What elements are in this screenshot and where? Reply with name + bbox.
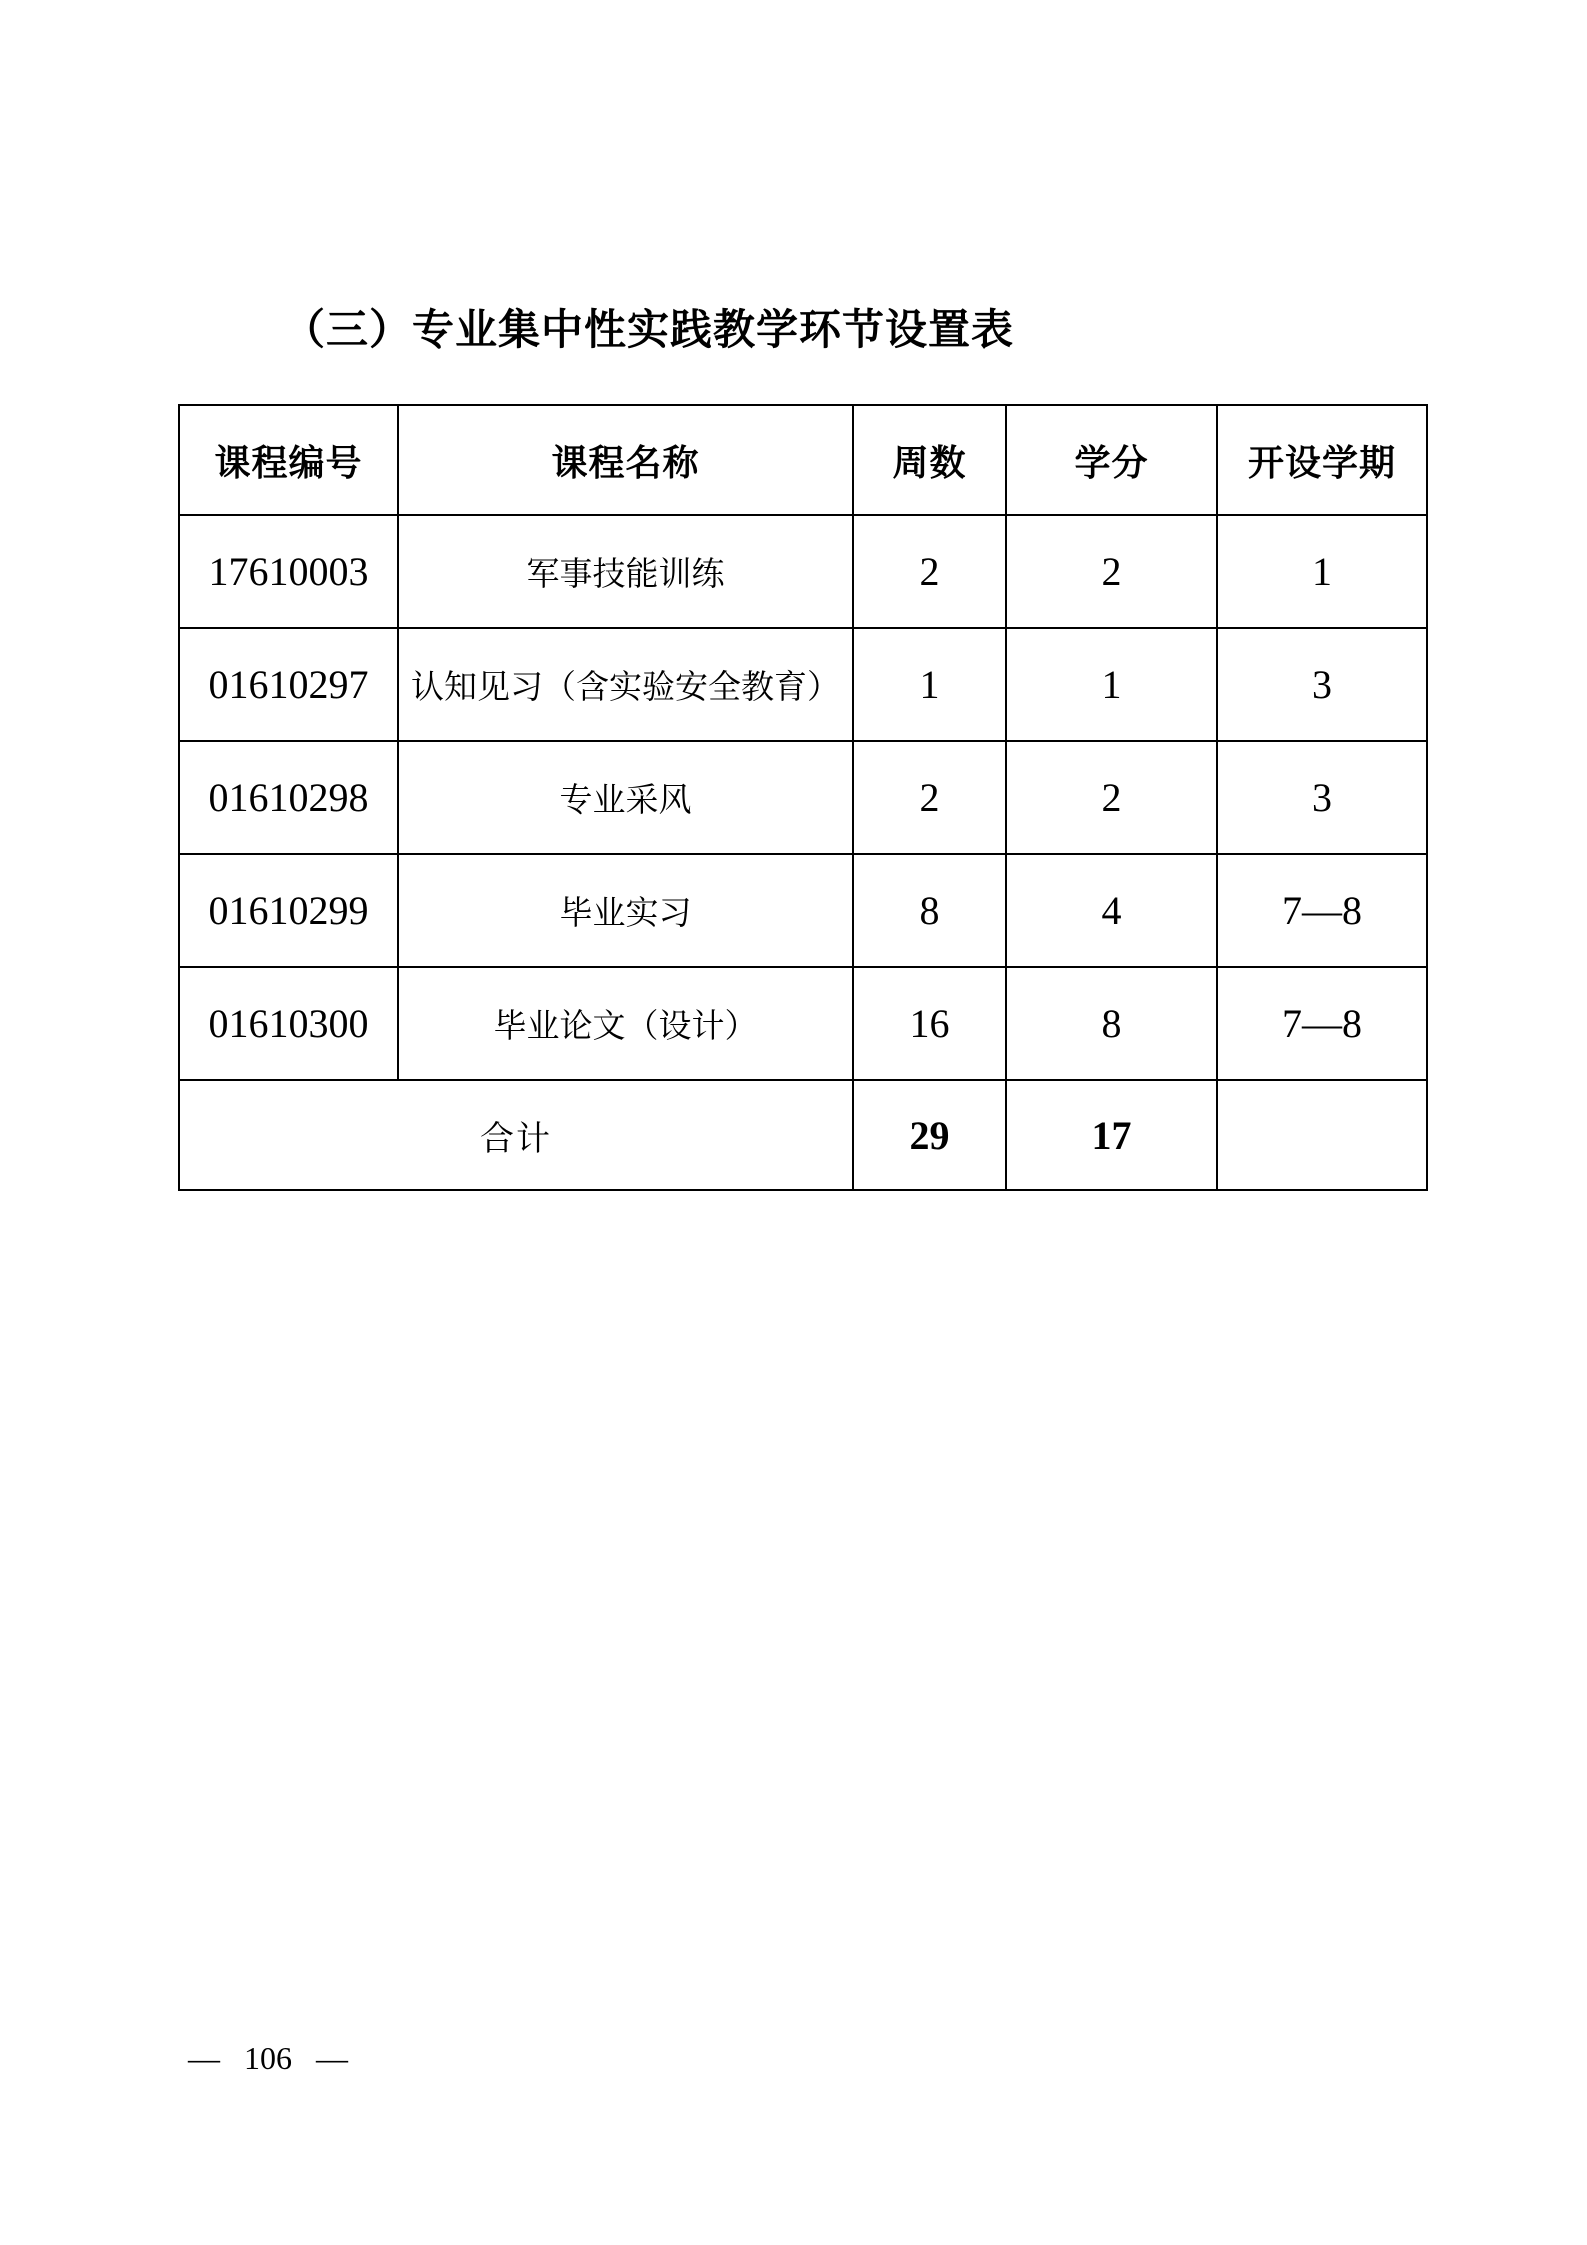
table-row	[179, 741, 1427, 854]
cell-semester: 3	[1217, 628, 1427, 741]
cell-weeks: 16	[853, 967, 1006, 1080]
cell-course-name: 军事技能训练	[398, 515, 853, 628]
cell-credits: 2	[1006, 515, 1217, 628]
table-total-row	[179, 1080, 1427, 1190]
cell-weeks: 2	[853, 741, 1006, 854]
cell-course-code: 01610299	[179, 854, 398, 967]
cell-course-code: 01610298	[179, 741, 398, 854]
practice-teaching-table	[178, 404, 1428, 1191]
cell-credits: 1	[1006, 628, 1217, 741]
cell-semester: 3	[1217, 741, 1427, 854]
cell-weeks: 8	[853, 854, 1006, 967]
cell-course-name: 毕业实习	[398, 854, 853, 967]
cell-credits: 4	[1006, 854, 1217, 967]
cell-credits: 8	[1006, 967, 1217, 1080]
cell-course-name: 认知见习（含实验安全教育）	[398, 628, 853, 741]
cell-course-name: 毕业论文（设计）	[398, 967, 853, 1080]
cell-course-code: 01610300	[179, 967, 398, 1080]
total-semester	[1217, 1080, 1427, 1190]
table-row	[179, 628, 1427, 741]
total-weeks: 29	[853, 1080, 1006, 1190]
cell-weeks: 2	[853, 515, 1006, 628]
cell-course-code: 01610297	[179, 628, 398, 741]
cell-semester: 1	[1217, 515, 1427, 628]
table-row	[179, 854, 1427, 967]
page-number: — 106 —	[188, 2040, 348, 2076]
section-title: （三）专业集中性实践教学环节设置表	[283, 308, 1015, 354]
cell-semester: 7—8	[1217, 967, 1427, 1080]
header-semester: 开设学期	[1217, 405, 1427, 515]
header-credits: 学分	[1006, 405, 1217, 515]
table-row	[179, 515, 1427, 628]
header-course-name: 课程名称	[398, 405, 853, 515]
cell-weeks: 1	[853, 628, 1006, 741]
cell-course-name: 专业采风	[398, 741, 853, 854]
cell-credits: 2	[1006, 741, 1217, 854]
cell-semester: 7—8	[1217, 854, 1427, 967]
header-weeks: 周数	[853, 405, 1006, 515]
table-row	[179, 967, 1427, 1080]
table-header-row	[179, 405, 1427, 515]
cell-course-code: 17610003	[179, 515, 398, 628]
total-credits: 17	[1006, 1080, 1217, 1190]
header-course-code: 课程编号	[179, 405, 398, 515]
total-label: 合计	[179, 1080, 853, 1190]
